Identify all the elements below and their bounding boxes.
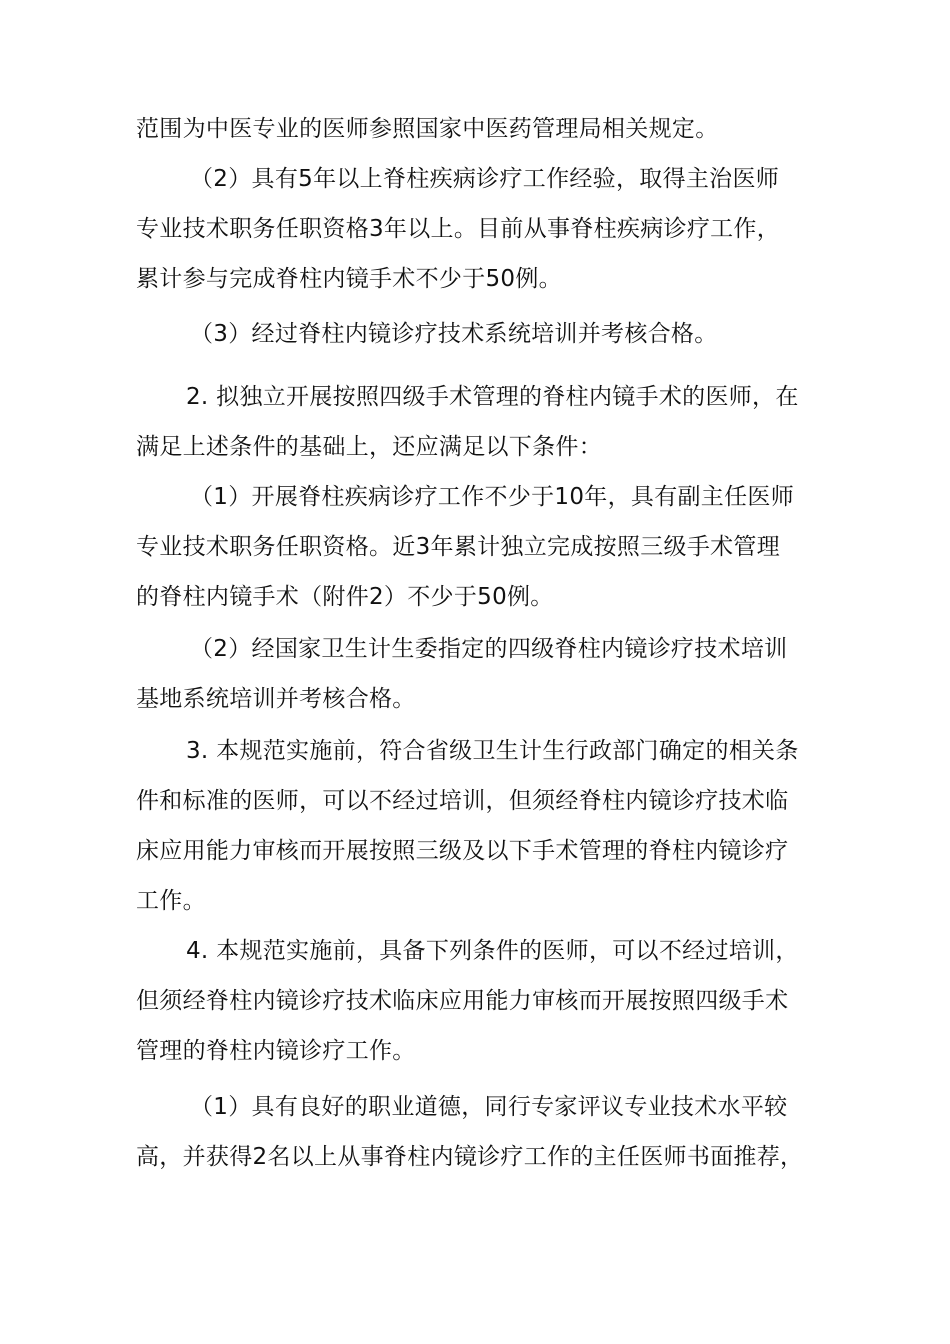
text-line: 基地系统培训并考核合格。 [136, 686, 416, 712]
text-line: 件和标准的医师，可以不经过培训，但须经脊柱内镜诊疗技术临 [136, 788, 789, 814]
text-line: （2）经国家卫生计生委指定的四级脊柱内镜诊疗技术培训 [190, 636, 788, 662]
text-line: （2）具有5年以上脊柱疾病诊疗工作经验，取得主治医师 [190, 166, 780, 192]
text-line: 累计参与完成脊柱内镜手术不少于50例。 [136, 266, 562, 292]
text-line: （3）经过脊柱内镜诊疗技术系统培训并考核合格。 [190, 321, 718, 347]
text-line: 工作。 [136, 888, 206, 914]
text-line: 但须经脊柱内镜诊疗技术临床应用能力审核而开展按照四级手术 [136, 988, 789, 1014]
text-line: （1）具有良好的职业道德，同行专家评议专业技术水平较 [190, 1094, 788, 1120]
text-line: 满足上述条件的基础上，还应满足以下条件： [136, 434, 602, 460]
text-line: 3. 本规范实施前，符合省级卫生计生行政部门确定的相关条 [186, 738, 799, 764]
text-line: 范围为中医专业的医师参照国家中医药管理局相关规定。 [136, 116, 719, 142]
text-line: 4. 本规范实施前，具备下列条件的医师，可以不经过培训， [186, 938, 799, 964]
text-line: 的脊柱内镜手术（附件2）不少于50例。 [136, 584, 554, 610]
text-line: 高，并获得2名以上从事脊柱内镜诊疗工作的主任医师书面推荐， [136, 1144, 804, 1170]
text-line: 2. 拟独立开展按照四级手术管理的脊柱内镜手术的医师，在 [186, 384, 799, 410]
text-line: 床应用能力审核而开展按照三级及以下手术管理的脊柱内镜诊疗 [136, 838, 789, 864]
text-line: 专业技术职务任职资格3年以上。目前从事脊柱疾病诊疗工作， [136, 216, 781, 242]
text-line: （1）开展脊柱疾病诊疗工作不少于10年，具有副主任医师 [190, 484, 794, 510]
text-line: 专业技术职务任职资格。近3年累计独立完成按照三级手术管理 [136, 534, 781, 560]
text-line: 管理的脊柱内镜诊疗工作。 [136, 1038, 416, 1064]
